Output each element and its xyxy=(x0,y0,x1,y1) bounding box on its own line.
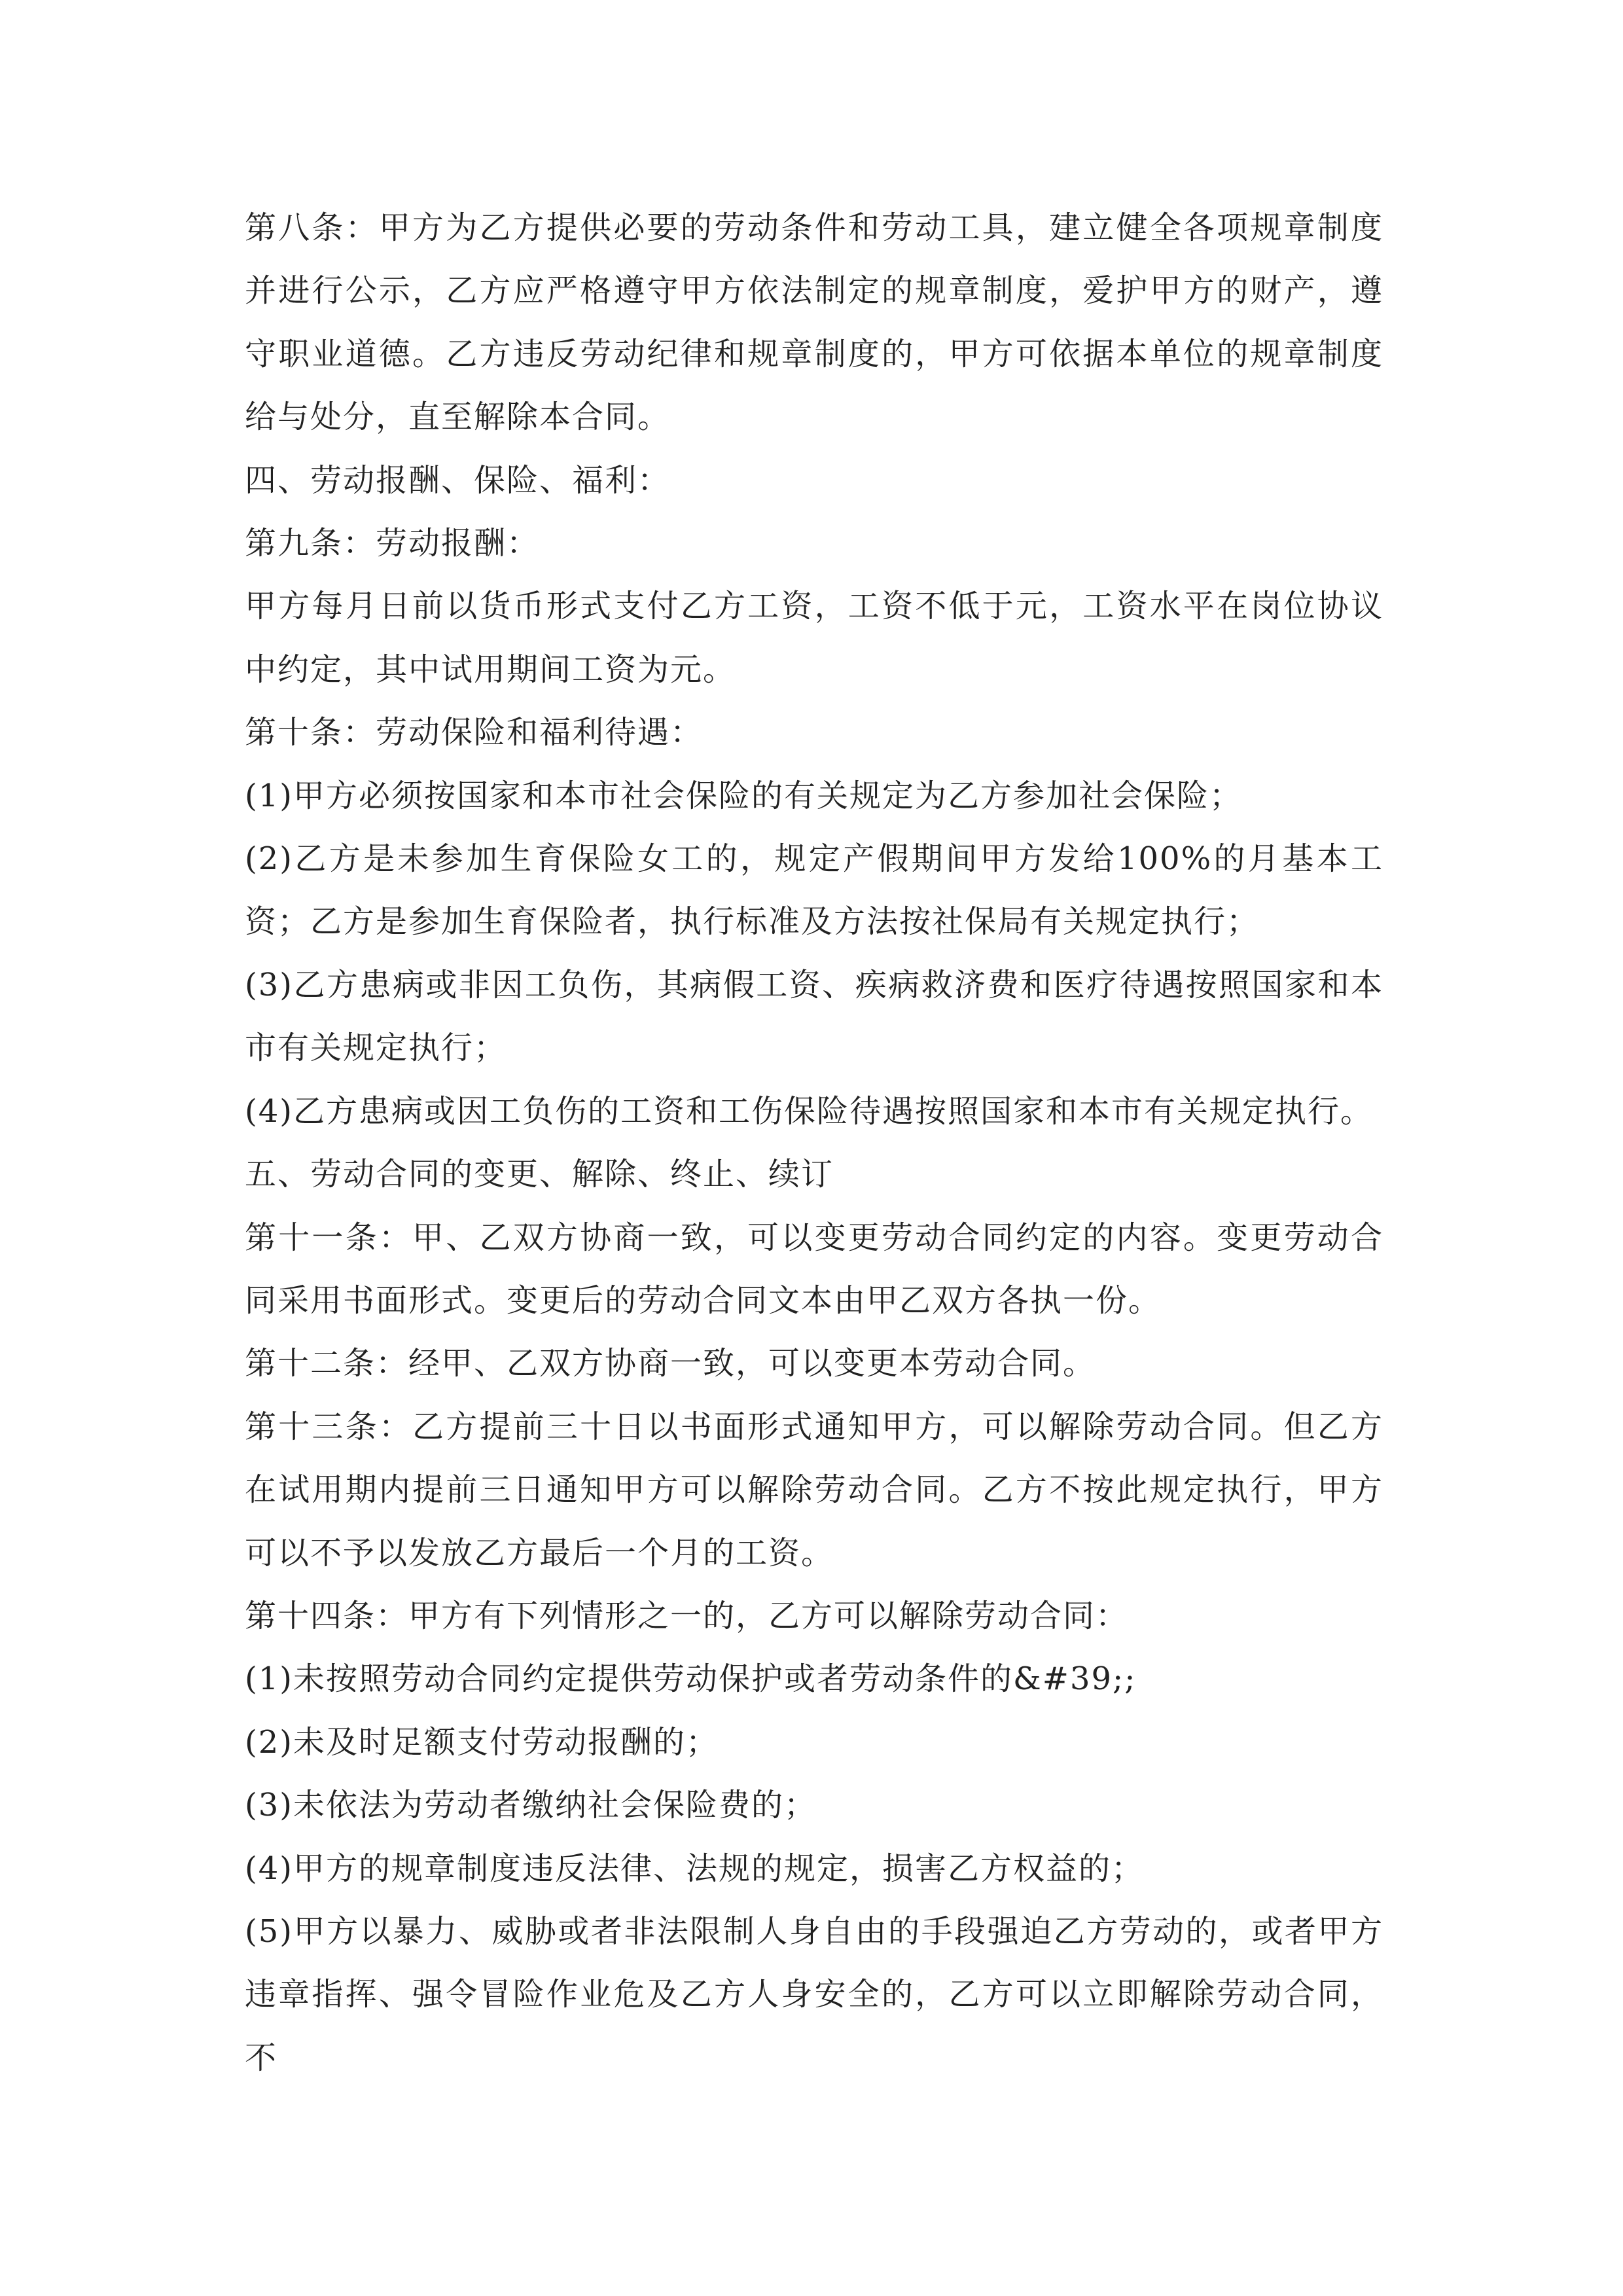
list-item-10-1: (1)甲方必须按国家和本市社会保险的有关规定为乙方参加社会保险； xyxy=(245,777,1242,814)
paragraph-article-11: 第十一条：甲、乙双方协商一致，可以变更劳动合同约定的内容。变更劳动合同采用书面形式。变更后的劳动合同文本由甲乙双方各执一份。 xyxy=(245,1219,1383,1319)
list-item-14-4: (4)甲方的规章制度违反法律、法规的规定，损害乙方权益的； xyxy=(245,1850,1144,1887)
paragraph-article-8: 第八条：甲方为乙方提供必要的劳动条件和劳动工具，建立健全各项规章制度并进行公示，乙方应严格遵守甲方依法制定的规章制度，爱护甲方的财产，遵守职业道德。乙方违反劳动纪律和规章制度的，甲方可依据本单位的规章制度给与处分，直至解除本合同。 xyxy=(245,209,1383,436)
paragraph-article-9-title: 第九条：劳动报酬： xyxy=(245,525,540,562)
document-body xyxy=(245,196,1383,2089)
list-item-14-2: (2)未及时足额支付劳动报酬的； xyxy=(245,1723,719,1761)
list-item-14-3: (3)未依法为劳动者缴纳社会保险费的； xyxy=(245,1787,817,1824)
section-heading-5: 五、劳动合同的变更、解除、终止、续订 xyxy=(245,1156,834,1193)
list-item-10-2: (2)乙方是未参加生育保险女工的，规定产假期间甲方发给100%的月基本工资；乙方是参加生育保险者，执行标准及方法按社保局有关规定执行； xyxy=(245,840,1383,941)
list-item-10-3: (3)乙方患病或非因工负伤，其病假工资、疾病救济费和医疗待遇按照国家和本市有关规定执行； xyxy=(245,966,1383,1067)
paragraph-article-9-body: 甲方每月日前以货币形式支付乙方工资，工资不低于元，工资水平在岗位协议中约定，其中试用期间工资为元。 xyxy=(245,588,1383,688)
list-item-14-5: (5)甲方以暴力、威胁或者非法限制人身自由的手段强迫乙方劳动的，或者甲方违章指挥、强令冒险作业危及乙方人身安全的，乙方可以立即解除劳动合同，不 xyxy=(245,1912,1383,2076)
paragraph-article-14-title: 第十四条：甲方有下列情形之一的，乙方可以解除劳动合同： xyxy=(245,1597,1129,1634)
paragraph-article-13: 第十三条：乙方提前三十日以书面形式通知甲方，可以解除劳动合同。但乙方在试用期内提前三日通知甲方可以解除劳动合同。乙方不按此规定执行，甲方可以不予以发放乙方最后一个月的工资。 xyxy=(245,1408,1383,1571)
list-item-14-1: (1)未按照劳动合同约定提供劳动保护或者劳动条件的&#39;; xyxy=(245,1660,1137,1698)
section-heading-4: 四、劳动报酬、保险、福利： xyxy=(245,461,671,499)
list-item-10-4: (4)乙方患病或因工负伤的工资和工伤保险待遇按照国家和本市有关规定执行。 xyxy=(245,1092,1373,1130)
paragraph-article-10-title: 第十条：劳动保险和福利待遇： xyxy=(245,714,704,751)
paragraph-article-12: 第十二条：经甲、乙双方协商一致，可以变更本劳动合同。 xyxy=(245,1345,1096,1382)
